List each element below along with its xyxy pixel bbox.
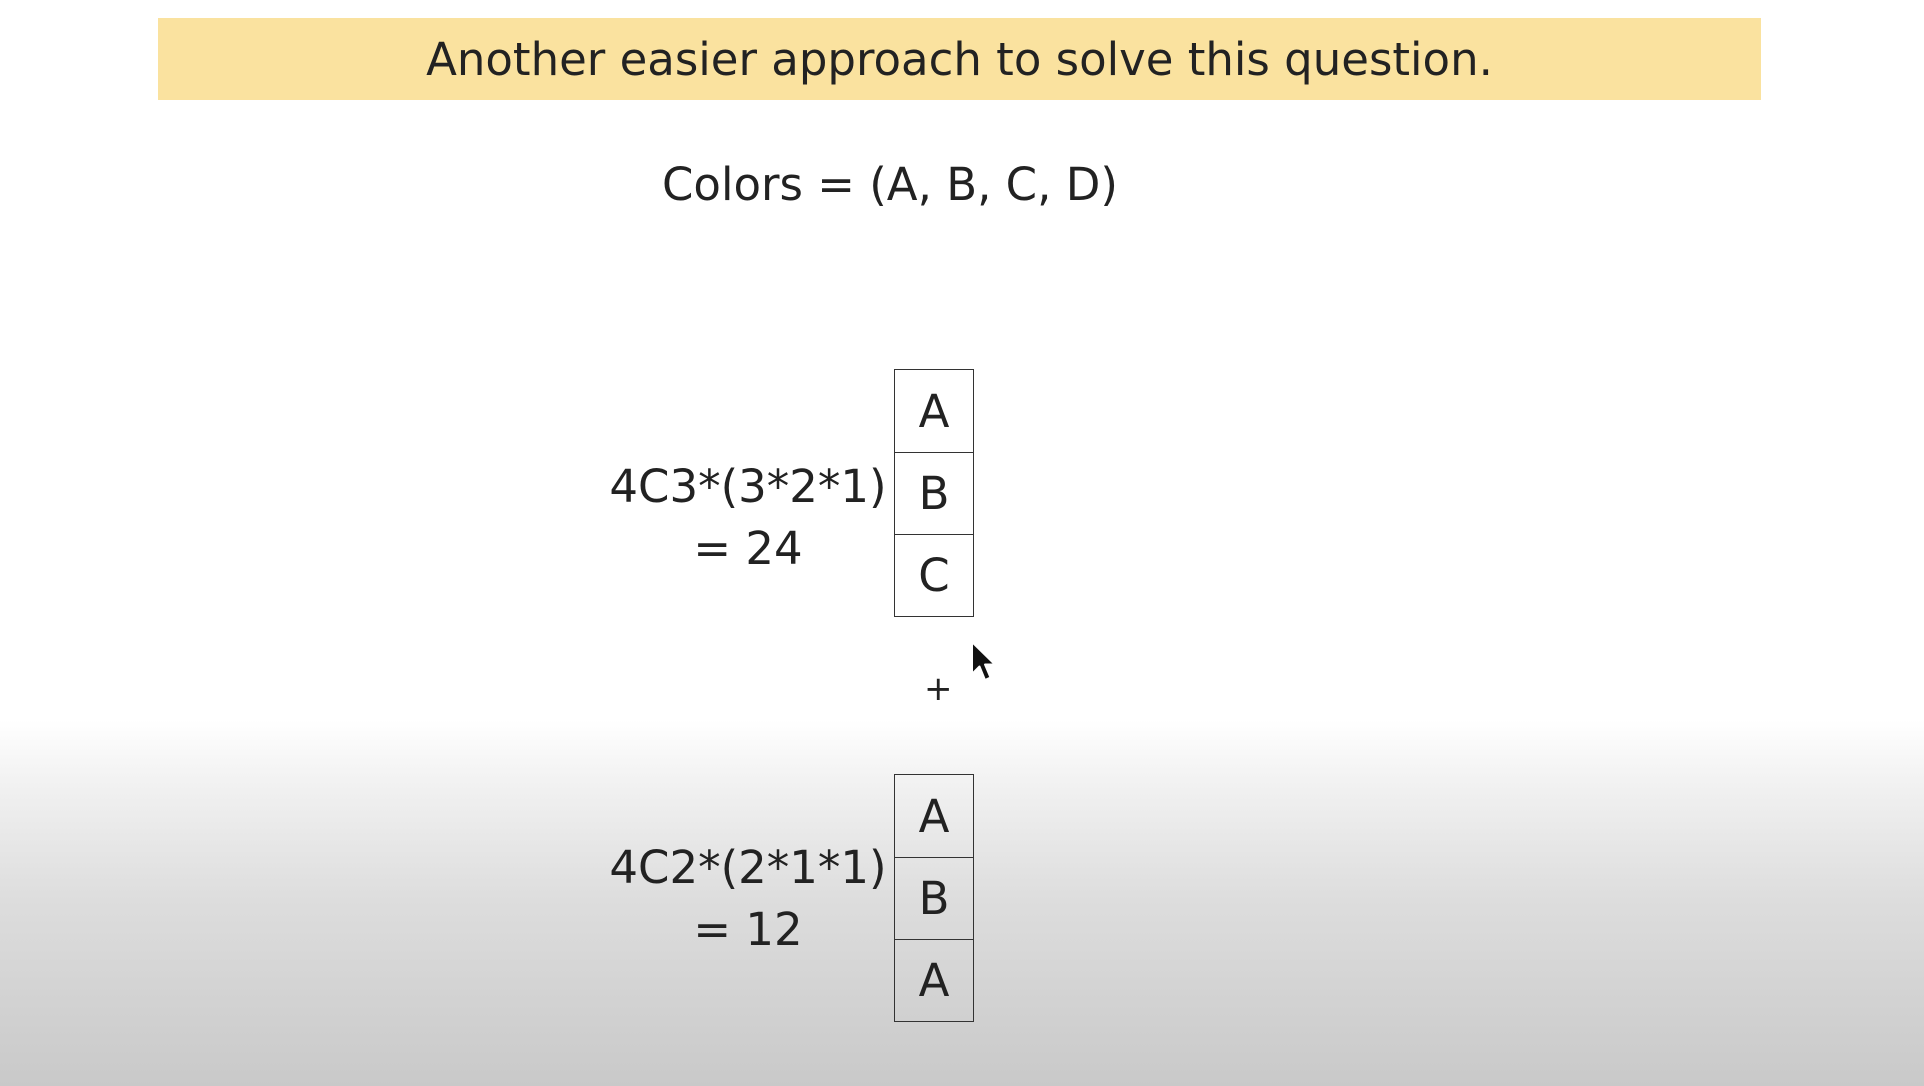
stack-cell: B: [895, 857, 973, 939]
stack-cell: A: [918, 789, 950, 843]
top-color-stack: [894, 369, 974, 617]
banner-title: Another easier approach to solve this question.: [426, 32, 1493, 86]
colors-definition: Colors = (A, B, C, D): [662, 158, 1118, 211]
top-formula-block: [588, 456, 908, 580]
stack-cell: C: [895, 534, 973, 616]
top-formula: 4C3*(3*2*1): [609, 460, 887, 513]
bottom-result: = 12: [693, 903, 803, 956]
plus-operator: +: [924, 669, 953, 709]
stack-cell: A: [895, 939, 973, 1021]
stack-cell: A: [918, 384, 950, 438]
stack-cell: B: [895, 452, 973, 534]
top-result: = 24: [693, 522, 803, 575]
mouse-pointer-icon: [970, 640, 1000, 686]
bottom-formula: 4C2*(2*1*1): [609, 841, 887, 894]
bottom-formula-block: [588, 837, 908, 961]
bottom-color-stack: [894, 774, 974, 1022]
title-banner: [158, 18, 1761, 100]
